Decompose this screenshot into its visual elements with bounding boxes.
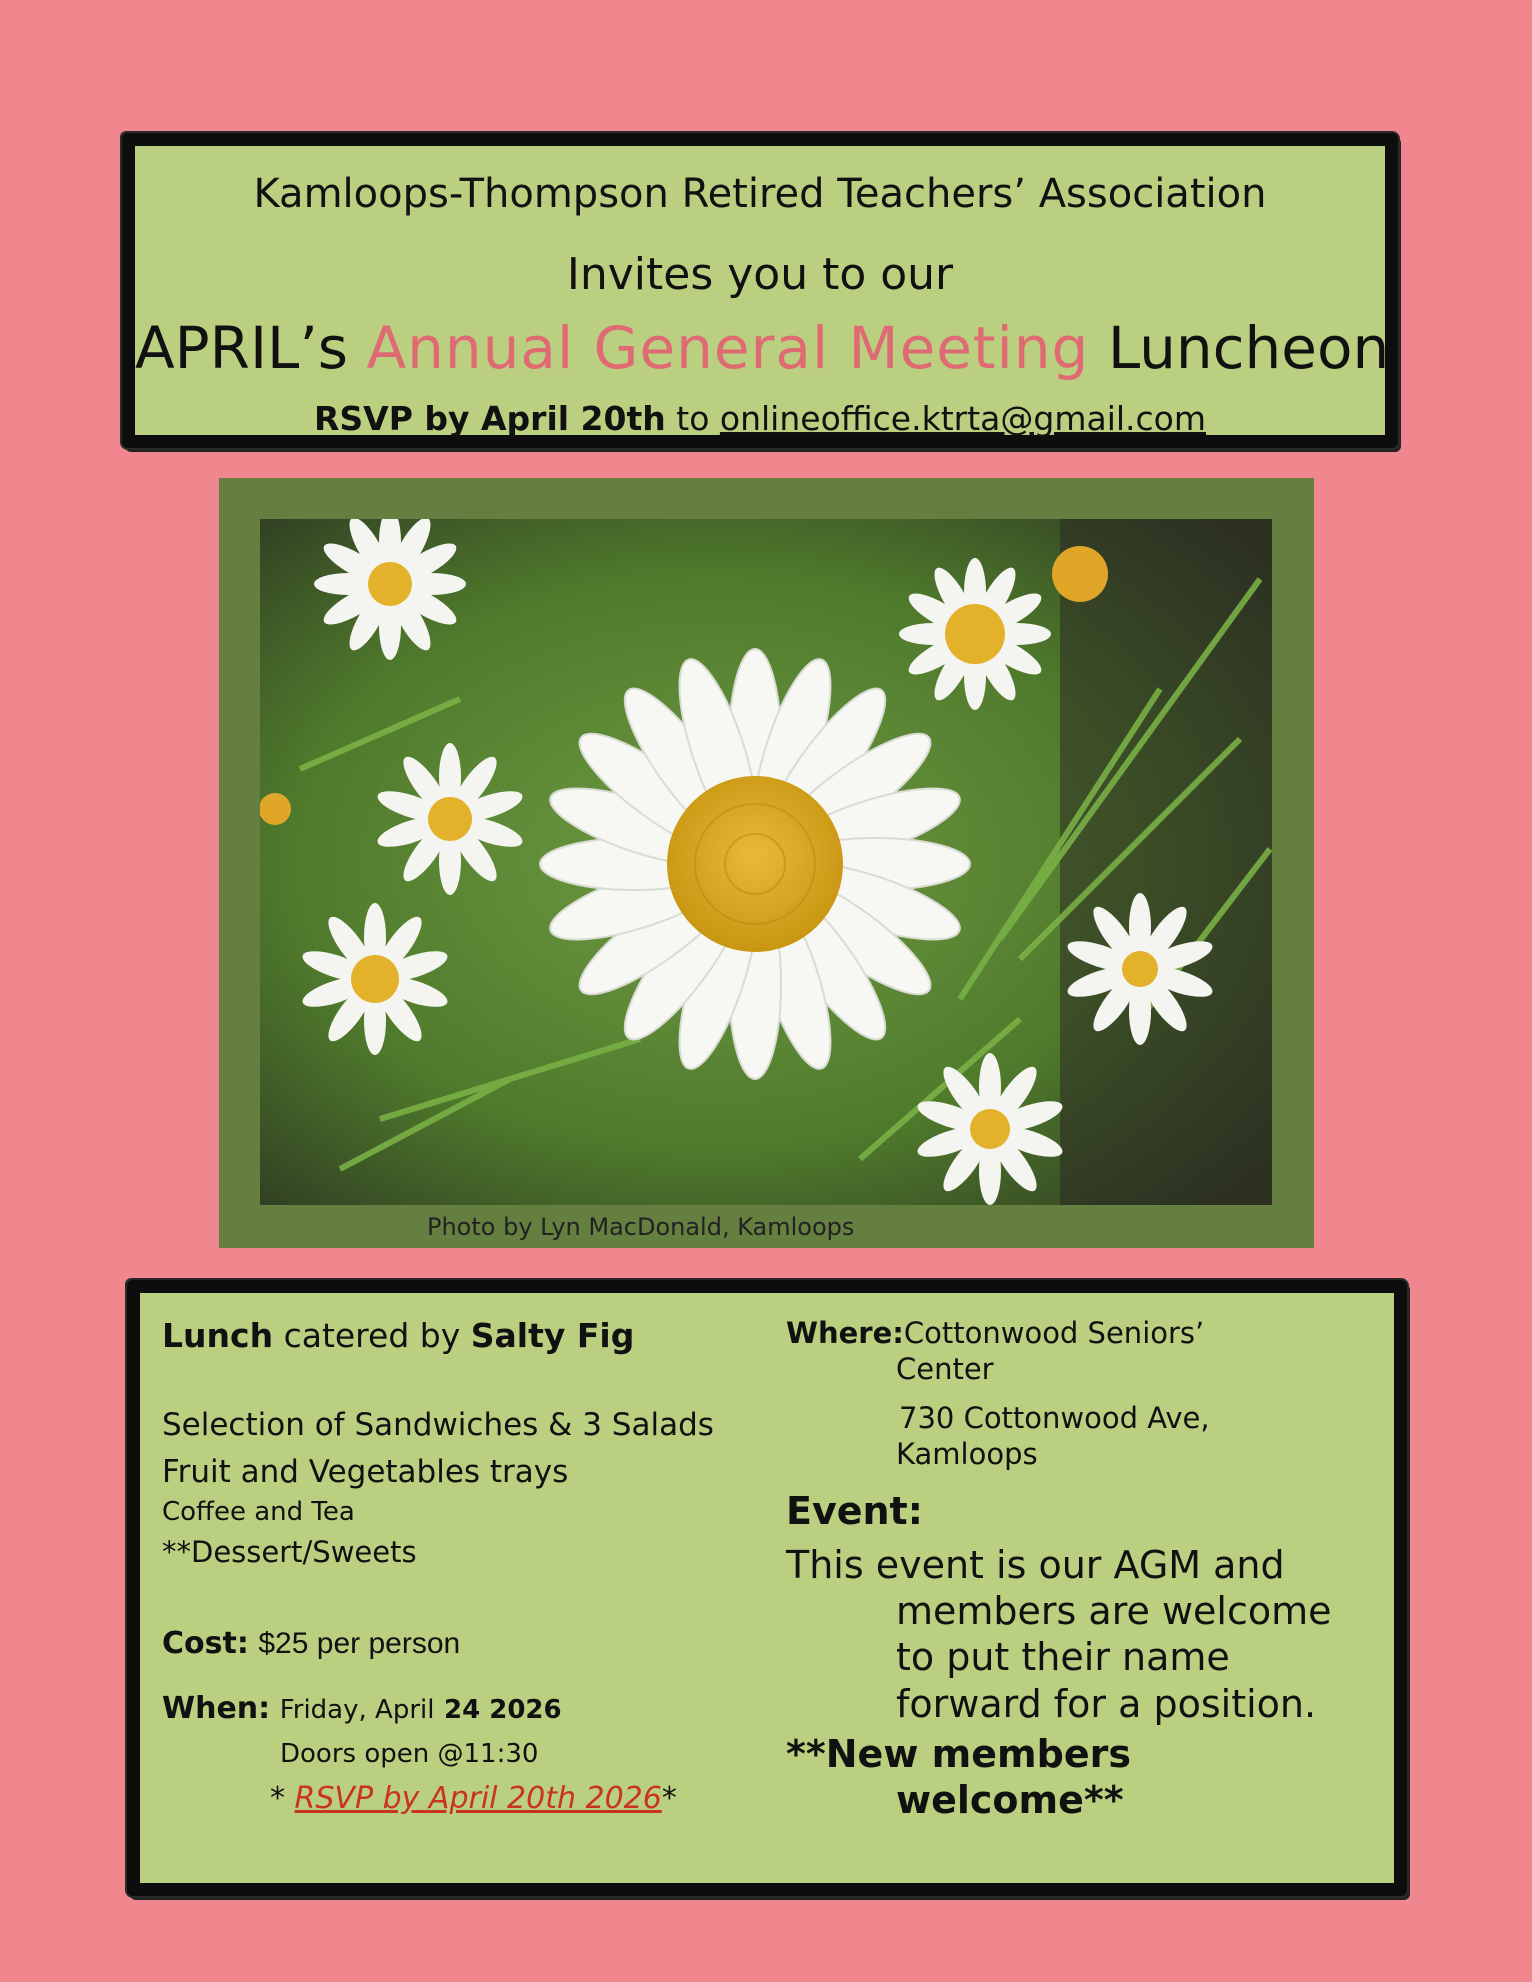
new-members-note — [786, 1731, 1386, 1824]
caterer-name: Salty Fig — [470, 1316, 635, 1355]
organization-name: Kamloops-Thompson Retired Teachers’ Association — [253, 171, 1267, 217]
title-suffix: Luncheon — [1107, 314, 1390, 382]
when-label: When: — [162, 1691, 271, 1726]
title-prefix: APRIL’s — [135, 314, 349, 382]
photo-credit: Photo by Lyn MacDonald, Kamloops — [427, 1213, 855, 1241]
new-members-line1: **New members — [786, 1731, 1131, 1776]
event-line3: to put their name — [896, 1635, 1230, 1680]
event-line1: This event is our AGM and — [786, 1542, 1285, 1587]
rsvp-deadline: RSVP by April 20th — [314, 399, 666, 438]
rsvp-deadline-link[interactable]: RSVP by April 20th 2026 — [294, 1781, 662, 1816]
where-line — [786, 1315, 1386, 1351]
address-line2: Kamloops — [896, 1436, 1038, 1471]
cost-label: Cost: — [162, 1625, 249, 1661]
catered-by: catered by — [283, 1316, 461, 1355]
cost-line — [162, 1625, 752, 1663]
daisy-photo — [260, 519, 1272, 1205]
email-link[interactable]: onlineoffice.ktrta@gmail.com — [719, 399, 1206, 438]
doors-open: Doors open @11:30 — [280, 1738, 539, 1769]
rsvp-star-right: * — [661, 1781, 677, 1816]
header-rsvp — [135, 399, 1385, 438]
details-column — [786, 1315, 1386, 1824]
title-accent: Annual General Meeting — [366, 314, 1090, 382]
event-label: Event: — [786, 1489, 923, 1533]
new-members-line2: welcome** — [896, 1778, 1124, 1823]
header-box — [122, 133, 1398, 448]
invite-line: Invites you to our — [566, 249, 954, 300]
event-title — [135, 314, 1390, 382]
lunch-column — [162, 1315, 752, 1818]
event-description — [786, 1542, 1386, 1727]
event-line2: members are welcome — [896, 1588, 1332, 1633]
when-line — [162, 1690, 752, 1728]
lunch-heading — [162, 1315, 752, 1356]
cost-value: $25 per person — [258, 1626, 461, 1660]
rsvp-star-left: * — [270, 1781, 285, 1816]
lunch-label: Lunch — [162, 1316, 274, 1355]
when-date: 24 2026 — [444, 1695, 562, 1725]
menu-item: Selection of Sandwiches & 3 Salads — [162, 1407, 714, 1444]
venue-line2: Center — [896, 1352, 994, 1387]
menu-item: **Dessert/Sweets — [162, 1535, 417, 1570]
info-box — [127, 1280, 1407, 1896]
rsvp-note — [162, 1780, 752, 1818]
photo-frame — [219, 478, 1314, 1248]
venue-line1: Cottonwood Seniors’ — [903, 1316, 1205, 1350]
menu-item: Fruit and Vegetables trays — [162, 1454, 569, 1490]
menu-item: Coffee and Tea — [162, 1496, 355, 1527]
address-line1: 730 Cottonwood Ave, — [899, 1400, 1210, 1435]
event-line4: forward for a position. — [896, 1681, 1317, 1726]
rsvp-to: to — [676, 399, 710, 438]
where-label: Where: — [786, 1316, 904, 1350]
when-day: Friday, April — [279, 1695, 435, 1725]
